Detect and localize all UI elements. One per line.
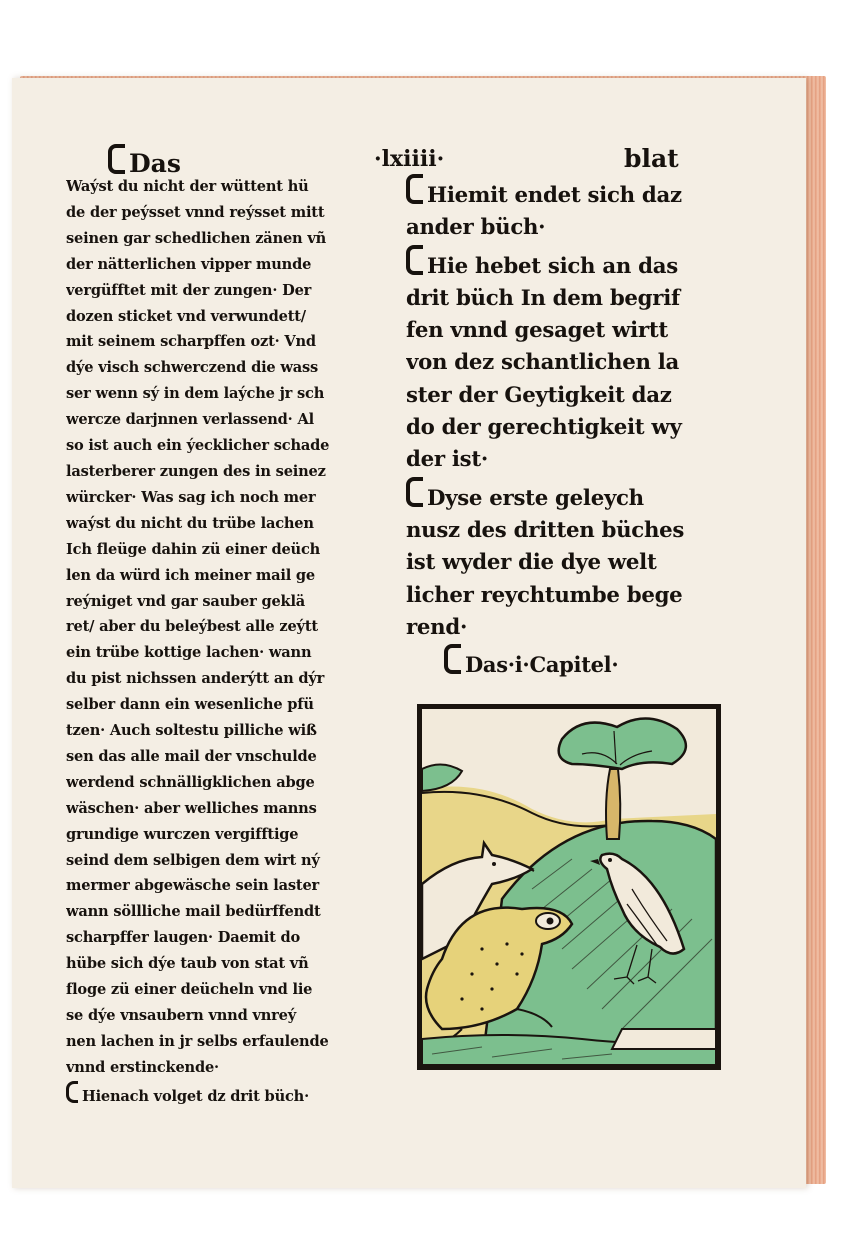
text-line: Waýst du nicht der wüttent hü bbox=[66, 178, 309, 195]
text-line: tzen· Auch soltestu pilliche wiß bbox=[66, 722, 317, 740]
woodcut-scene bbox=[422, 709, 716, 1065]
text-line: Hiemit endet sich daz bbox=[406, 174, 738, 212]
running-head-left: Das bbox=[108, 144, 181, 179]
text-line: ander büch· bbox=[406, 215, 546, 241]
text-line: lasterberer zungen des in seinez bbox=[66, 462, 326, 480]
text-line: rend· bbox=[406, 614, 468, 640]
text-line: selber dann ein wesenliche pfü bbox=[66, 696, 314, 714]
text-line: licher reychtumbe bege bbox=[406, 582, 683, 608]
text-line: nusz des dritten büches bbox=[406, 517, 685, 543]
text-line: seind dem selbigen dem wirt ný bbox=[66, 851, 320, 869]
text-line: dýe visch schwerczend die wass bbox=[66, 359, 319, 377]
text-line: du pist nichssen anderýtt an dýr bbox=[66, 670, 325, 688]
text-line: der nätterlichen vipper munde bbox=[66, 255, 312, 273]
text-line: fen vnnd gesaget wirtt bbox=[406, 318, 668, 344]
text-line: ist wyder die dye welt bbox=[406, 550, 657, 576]
left-text-column bbox=[66, 174, 402, 1110]
text-line: drit büch In dem begrif bbox=[406, 285, 680, 311]
text-line: werdend schnälligklichen abge bbox=[66, 773, 315, 791]
text-line: nen lachen in jr selbs erfaulende bbox=[66, 1032, 329, 1050]
running-head-right: blat bbox=[624, 144, 679, 173]
text-line: dozen sticket vnd verwundett/ bbox=[66, 307, 306, 325]
text-line: ser wenn sý in dem laýche jr sch bbox=[66, 385, 325, 403]
pilcrow-icon bbox=[406, 245, 423, 275]
text-line: do der gerechtigkeit wy bbox=[406, 415, 682, 441]
text-line: vnnd erstinckende· bbox=[66, 1058, 219, 1076]
text-line: waýst du nicht du trübe lachen bbox=[66, 514, 314, 532]
pilcrow-icon bbox=[108, 144, 125, 174]
text-line: ster der Geytigkeit daz bbox=[406, 382, 672, 408]
closing-line: Hienach volget dz drit büch· bbox=[66, 1081, 402, 1110]
text-line: Hie hebet sich an das bbox=[406, 245, 738, 283]
text-line: der ist· bbox=[406, 447, 489, 473]
text-line: sen das alle mail der vnschulde bbox=[66, 747, 317, 765]
woodcut-illustration bbox=[417, 704, 721, 1070]
text-line: de der peýsset vnnd reýsset mitt bbox=[66, 203, 325, 221]
right-text-column bbox=[406, 174, 738, 681]
text-line: von dez schantlichen la bbox=[406, 350, 680, 376]
pilcrow-icon bbox=[444, 644, 461, 674]
text-line: hübe sich dýe taub von stat vñ bbox=[66, 955, 309, 973]
text-line: floge zü einer deücheln vnd lie bbox=[66, 981, 313, 999]
text-line: mit seinem scharpffen ozt· Vnd bbox=[66, 333, 316, 351]
pilcrow-icon bbox=[66, 1081, 78, 1103]
text-line: scharpffer laugen· Daemit do bbox=[66, 929, 301, 947]
text-line: wercze darjnnen verlassend· Al bbox=[66, 411, 314, 429]
book-page bbox=[12, 78, 806, 1188]
pilcrow-icon bbox=[406, 174, 423, 204]
text-line: wäschen· aber welliches manns bbox=[66, 799, 317, 817]
text-line: len da würd ich meiner mail ge bbox=[66, 566, 316, 584]
text-line: se dýe vnsaubern vnnd vnreý bbox=[66, 1007, 297, 1024]
text-line: würcker· Was sag ich noch mer bbox=[66, 488, 316, 506]
pilcrow-icon bbox=[406, 477, 423, 507]
text-line: reýniget vnd gar sauber geklä bbox=[66, 592, 306, 610]
text-line: seinen gar schedlichen zänen vñ bbox=[66, 229, 327, 247]
text-line: ein trübe kottige lachen· wann bbox=[66, 644, 312, 662]
text-line: ret/ aber du beleýbest alle zeýtt bbox=[66, 618, 318, 636]
text-line: so ist auch ein ýecklicher schade bbox=[66, 437, 330, 455]
text-line: wann söllliche mail bedürffendt bbox=[66, 903, 321, 921]
text-line: Dyse erste geleych bbox=[406, 477, 738, 515]
text-line: mermer abgewäsche sein laster bbox=[66, 877, 320, 895]
text-line: vergüfftet mit der zungen· Der bbox=[66, 281, 312, 299]
text-line: grundige wurczen vergifftige bbox=[66, 825, 299, 843]
text-line: Ich fleüge dahin zü einer deüch bbox=[66, 540, 321, 558]
folio-number: ·lxiiii· bbox=[374, 146, 445, 172]
chapter-heading: Das·i·Capitel· bbox=[406, 644, 738, 681]
